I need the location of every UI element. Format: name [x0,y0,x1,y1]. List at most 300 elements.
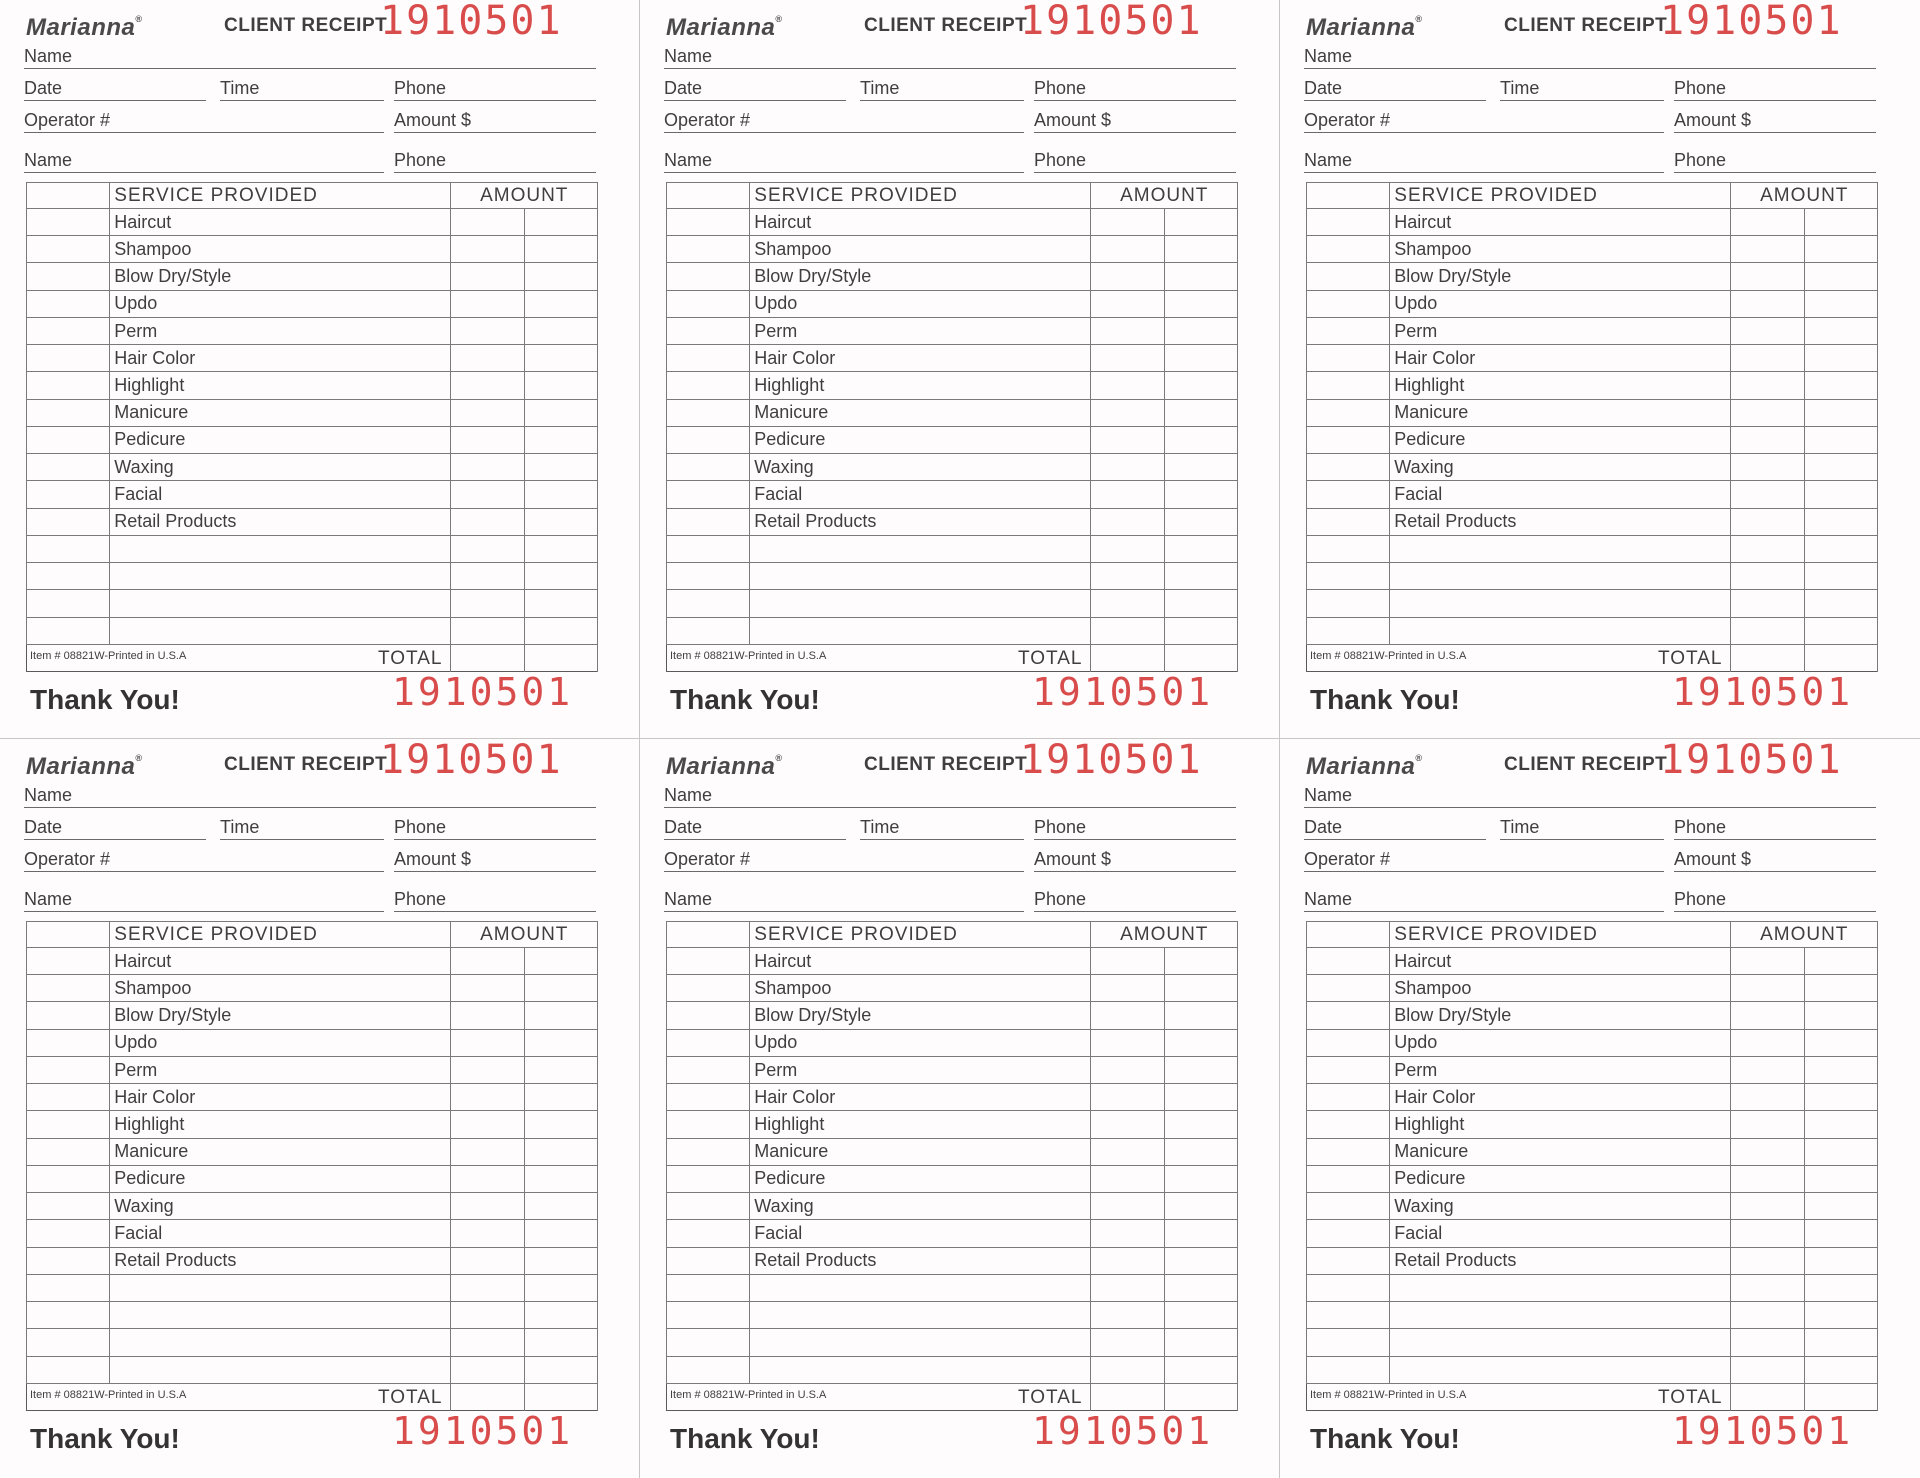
amount-cents-cell[interactable] [1164,590,1237,617]
amount-dollars-cell[interactable] [451,1247,524,1274]
amount-dollars-cell[interactable] [1731,481,1804,508]
amount-dollars-cell[interactable] [451,948,524,975]
service-cell[interactable] [750,1356,1091,1383]
amount-cents-cell[interactable] [1164,1138,1237,1165]
amount-dollars-cell[interactable] [1731,1193,1804,1220]
qty-cell[interactable] [1307,1056,1390,1083]
qty-cell[interactable] [1307,345,1390,372]
service-cell[interactable] [750,617,1091,644]
amount-cents-cell[interactable] [524,1193,597,1220]
amount-dollars-cell[interactable] [1091,1356,1164,1383]
amount-dollars-cell[interactable] [1091,263,1164,290]
amount-dollars-cell[interactable] [451,1274,524,1301]
amount-cents-cell[interactable] [1164,317,1237,344]
qty-cell[interactable] [667,481,750,508]
amount-cents-cell[interactable] [1164,209,1237,236]
amount-cents-cell[interactable] [1164,345,1237,372]
qty-cell[interactable] [667,1274,750,1301]
amount-cents-cell[interactable] [524,263,597,290]
amount-dollars-cell[interactable] [451,508,524,535]
qty-cell[interactable] [667,345,750,372]
phone-field[interactable] [394,817,596,840]
amount-dollars-cell[interactable] [1091,290,1164,317]
date-field[interactable] [664,78,846,101]
qty-cell[interactable] [27,236,110,263]
qty-cell[interactable] [1307,590,1390,617]
qty-cell[interactable] [667,508,750,535]
qty-cell[interactable] [27,345,110,372]
qty-cell[interactable] [667,1356,750,1383]
amount-field[interactable] [1034,110,1236,133]
amount-dollars-cell[interactable] [1731,1111,1804,1138]
amount-dollars-cell[interactable] [1091,1111,1164,1138]
amount-dollars-cell[interactable] [451,236,524,263]
qty-cell[interactable] [27,1002,110,1029]
amount-cents-cell[interactable] [1804,454,1877,481]
amount-cents-cell[interactable] [1164,1302,1237,1329]
qty-cell[interactable] [1307,399,1390,426]
amount-cents-cell[interactable] [1804,209,1877,236]
amount-dollars-cell[interactable] [1091,975,1164,1002]
qty-cell[interactable] [667,1165,750,1192]
qty-cell[interactable] [667,454,750,481]
qty-cell[interactable] [1307,1220,1390,1247]
amount-cents-cell[interactable] [1164,617,1237,644]
amount-dollars-cell[interactable] [1091,317,1164,344]
amount-dollars-cell[interactable] [1091,535,1164,562]
name2-field[interactable] [1304,889,1664,912]
service-cell[interactable] [750,590,1091,617]
qty-cell[interactable] [27,1084,110,1111]
phone2-field[interactable] [1034,150,1236,173]
total-cents-cell[interactable] [1804,1383,1877,1410]
qty-cell[interactable] [667,563,750,590]
qty-cell[interactable] [1307,454,1390,481]
qty-cell[interactable] [1307,1138,1390,1165]
amount-cents-cell[interactable] [524,1084,597,1111]
amount-field[interactable] [1674,849,1876,872]
amount-dollars-cell[interactable] [1731,345,1804,372]
qty-cell[interactable] [1307,1329,1390,1356]
amount-dollars-cell[interactable] [1731,399,1804,426]
amount-cents-cell[interactable] [524,508,597,535]
date-field[interactable] [664,817,846,840]
qty-cell[interactable] [27,508,110,535]
amount-cents-cell[interactable] [524,1165,597,1192]
name-field[interactable] [664,46,1236,69]
amount-dollars-cell[interactable] [1731,372,1804,399]
amount-dollars-cell[interactable] [451,1111,524,1138]
amount-cents-cell[interactable] [524,590,597,617]
service-cell[interactable] [110,617,451,644]
amount-dollars-cell[interactable] [451,617,524,644]
name2-field[interactable] [24,889,384,912]
qty-cell[interactable] [27,1138,110,1165]
amount-cents-cell[interactable] [524,345,597,372]
qty-cell[interactable] [1307,617,1390,644]
qty-cell[interactable] [27,481,110,508]
qty-cell[interactable] [27,535,110,562]
qty-cell[interactable] [667,236,750,263]
amount-dollars-cell[interactable] [1091,426,1164,453]
operator-field[interactable] [664,849,1024,872]
qty-cell[interactable] [27,290,110,317]
amount-cents-cell[interactable] [1804,563,1877,590]
service-cell[interactable] [110,563,451,590]
amount-dollars-cell[interactable] [1731,1138,1804,1165]
total-dollars-cell[interactable] [451,644,524,671]
amount-cents-cell[interactable] [1804,345,1877,372]
amount-dollars-cell[interactable] [1731,317,1804,344]
qty-cell[interactable] [1307,1274,1390,1301]
qty-cell[interactable] [1307,535,1390,562]
qty-cell[interactable] [1307,236,1390,263]
qty-cell[interactable] [27,948,110,975]
amount-cents-cell[interactable] [1804,1193,1877,1220]
amount-cents-cell[interactable] [1164,263,1237,290]
amount-cents-cell[interactable] [1164,535,1237,562]
qty-cell[interactable] [27,1056,110,1083]
phone-field[interactable] [1674,78,1876,101]
service-cell[interactable] [1390,563,1731,590]
qty-cell[interactable] [667,1193,750,1220]
amount-dollars-cell[interactable] [1091,590,1164,617]
amount-dollars-cell[interactable] [451,563,524,590]
qty-cell[interactable] [1307,1029,1390,1056]
amount-cents-cell[interactable] [1804,426,1877,453]
service-cell[interactable] [1390,617,1731,644]
qty-cell[interactable] [27,372,110,399]
amount-dollars-cell[interactable] [1091,1220,1164,1247]
amount-cents-cell[interactable] [1804,535,1877,562]
amount-dollars-cell[interactable] [451,1029,524,1056]
qty-cell[interactable] [667,1138,750,1165]
amount-dollars-cell[interactable] [1731,1029,1804,1056]
amount-dollars-cell[interactable] [451,317,524,344]
amount-dollars-cell[interactable] [1731,1084,1804,1111]
amount-cents-cell[interactable] [524,1029,597,1056]
amount-cents-cell[interactable] [1804,317,1877,344]
amount-dollars-cell[interactable] [451,290,524,317]
service-cell[interactable] [1390,535,1731,562]
amount-cents-cell[interactable] [1164,1056,1237,1083]
phone-field[interactable] [1034,78,1236,101]
amount-dollars-cell[interactable] [451,1220,524,1247]
amount-dollars-cell[interactable] [1731,1274,1804,1301]
amount-dollars-cell[interactable] [451,263,524,290]
amount-dollars-cell[interactable] [1091,1029,1164,1056]
qty-cell[interactable] [27,1247,110,1274]
amount-cents-cell[interactable] [524,209,597,236]
service-cell[interactable] [750,1329,1091,1356]
amount-dollars-cell[interactable] [1091,481,1164,508]
qty-cell[interactable] [1307,263,1390,290]
service-cell[interactable] [110,1274,451,1301]
amount-cents-cell[interactable] [524,399,597,426]
amount-dollars-cell[interactable] [451,426,524,453]
amount-cents-cell[interactable] [1804,1329,1877,1356]
service-cell[interactable] [750,1274,1091,1301]
amount-cents-cell[interactable] [1164,454,1237,481]
amount-cents-cell[interactable] [524,236,597,263]
amount-cents-cell[interactable] [524,1302,597,1329]
amount-cents-cell[interactable] [524,317,597,344]
amount-dollars-cell[interactable] [451,1302,524,1329]
time-field[interactable] [860,78,1024,101]
amount-dollars-cell[interactable] [1731,290,1804,317]
qty-cell[interactable] [667,372,750,399]
qty-cell[interactable] [27,563,110,590]
total-cents-cell[interactable] [1164,1383,1237,1410]
amount-cents-cell[interactable] [1164,563,1237,590]
amount-dollars-cell[interactable] [1731,1329,1804,1356]
time-field[interactable] [220,817,384,840]
qty-cell[interactable] [27,263,110,290]
amount-dollars-cell[interactable] [1731,535,1804,562]
name2-field[interactable] [1304,150,1664,173]
amount-cents-cell[interactable] [1804,1029,1877,1056]
qty-cell[interactable] [27,1029,110,1056]
amount-cents-cell[interactable] [1804,372,1877,399]
amount-cents-cell[interactable] [524,975,597,1002]
total-cents-cell[interactable] [524,644,597,671]
amount-dollars-cell[interactable] [1731,1220,1804,1247]
amount-dollars-cell[interactable] [451,1138,524,1165]
qty-cell[interactable] [667,1220,750,1247]
amount-cents-cell[interactable] [1804,617,1877,644]
amount-dollars-cell[interactable] [1091,1329,1164,1356]
amount-cents-cell[interactable] [1804,290,1877,317]
amount-cents-cell[interactable] [1164,236,1237,263]
amount-cents-cell[interactable] [1164,975,1237,1002]
qty-cell[interactable] [27,1165,110,1192]
service-cell[interactable] [110,1356,451,1383]
amount-cents-cell[interactable] [524,481,597,508]
amount-dollars-cell[interactable] [1731,454,1804,481]
operator-field[interactable] [664,110,1024,133]
amount-cents-cell[interactable] [1164,481,1237,508]
amount-dollars-cell[interactable] [1091,209,1164,236]
total-dollars-cell[interactable] [1091,1383,1164,1410]
amount-cents-cell[interactable] [1164,508,1237,535]
amount-cents-cell[interactable] [1804,1220,1877,1247]
qty-cell[interactable] [667,1002,750,1029]
qty-cell[interactable] [27,975,110,1002]
amount-dollars-cell[interactable] [1091,399,1164,426]
qty-cell[interactable] [1307,1356,1390,1383]
amount-dollars-cell[interactable] [1731,975,1804,1002]
qty-cell[interactable] [667,1029,750,1056]
service-cell[interactable] [1390,1274,1731,1301]
qty-cell[interactable] [1307,1111,1390,1138]
amount-cents-cell[interactable] [524,1247,597,1274]
amount-dollars-cell[interactable] [1091,1002,1164,1029]
amount-cents-cell[interactable] [1164,372,1237,399]
name2-field[interactable] [24,150,384,173]
amount-cents-cell[interactable] [1804,1274,1877,1301]
amount-cents-cell[interactable] [1804,399,1877,426]
amount-cents-cell[interactable] [524,454,597,481]
qty-cell[interactable] [667,1329,750,1356]
amount-dollars-cell[interactable] [1731,209,1804,236]
qty-cell[interactable] [667,426,750,453]
qty-cell[interactable] [667,317,750,344]
amount-dollars-cell[interactable] [451,1329,524,1356]
qty-cell[interactable] [1307,481,1390,508]
amount-cents-cell[interactable] [1804,508,1877,535]
qty-cell[interactable] [27,1274,110,1301]
qty-cell[interactable] [1307,1302,1390,1329]
amount-dollars-cell[interactable] [1091,1193,1164,1220]
qty-cell[interactable] [667,263,750,290]
qty-cell[interactable] [667,1247,750,1274]
amount-dollars-cell[interactable] [451,1356,524,1383]
amount-field[interactable] [394,110,596,133]
amount-dollars-cell[interactable] [1091,1056,1164,1083]
time-field[interactable] [1500,817,1664,840]
qty-cell[interactable] [667,975,750,1002]
amount-dollars-cell[interactable] [451,1056,524,1083]
qty-cell[interactable] [667,1084,750,1111]
date-field[interactable] [24,78,206,101]
amount-dollars-cell[interactable] [1091,236,1164,263]
amount-cents-cell[interactable] [1804,1111,1877,1138]
amount-field[interactable] [394,849,596,872]
amount-cents-cell[interactable] [524,1111,597,1138]
amount-cents-cell[interactable] [1804,1056,1877,1083]
amount-cents-cell[interactable] [524,372,597,399]
amount-cents-cell[interactable] [524,1356,597,1383]
amount-cents-cell[interactable] [524,948,597,975]
phone2-field[interactable] [1034,889,1236,912]
operator-field[interactable] [24,110,384,133]
amount-dollars-cell[interactable] [451,209,524,236]
qty-cell[interactable] [1307,1165,1390,1192]
phone-field[interactable] [1034,817,1236,840]
amount-cents-cell[interactable] [1804,1302,1877,1329]
qty-cell[interactable] [1307,372,1390,399]
total-dollars-cell[interactable] [1731,1383,1804,1410]
amount-cents-cell[interactable] [524,535,597,562]
amount-cents-cell[interactable] [524,426,597,453]
amount-dollars-cell[interactable] [1091,1274,1164,1301]
amount-cents-cell[interactable] [1804,263,1877,290]
amount-dollars-cell[interactable] [1731,1356,1804,1383]
amount-cents-cell[interactable] [1804,1356,1877,1383]
amount-cents-cell[interactable] [1164,948,1237,975]
amount-cents-cell[interactable] [524,563,597,590]
total-dollars-cell[interactable] [1091,644,1164,671]
phone-field[interactable] [394,78,596,101]
operator-field[interactable] [1304,849,1664,872]
amount-cents-cell[interactable] [1804,1084,1877,1111]
amount-cents-cell[interactable] [524,1138,597,1165]
amount-dollars-cell[interactable] [1731,590,1804,617]
time-field[interactable] [220,78,384,101]
amount-dollars-cell[interactable] [1731,1165,1804,1192]
operator-field[interactable] [24,849,384,872]
phone-field[interactable] [1674,817,1876,840]
service-cell[interactable] [110,1329,451,1356]
amount-dollars-cell[interactable] [451,1084,524,1111]
service-cell[interactable] [750,1302,1091,1329]
amount-dollars-cell[interactable] [1731,1056,1804,1083]
qty-cell[interactable] [1307,426,1390,453]
amount-dollars-cell[interactable] [451,454,524,481]
total-dollars-cell[interactable] [1731,644,1804,671]
phone2-field[interactable] [1674,889,1876,912]
qty-cell[interactable] [27,399,110,426]
total-cents-cell[interactable] [1164,644,1237,671]
qty-cell[interactable] [27,426,110,453]
amount-dollars-cell[interactable] [1091,1165,1164,1192]
qty-cell[interactable] [667,617,750,644]
date-field[interactable] [1304,78,1486,101]
qty-cell[interactable] [27,1111,110,1138]
amount-dollars-cell[interactable] [1091,1138,1164,1165]
amount-cents-cell[interactable] [1164,290,1237,317]
amount-dollars-cell[interactable] [1731,563,1804,590]
qty-cell[interactable] [27,617,110,644]
amount-dollars-cell[interactable] [1731,1247,1804,1274]
amount-dollars-cell[interactable] [1091,1084,1164,1111]
service-cell[interactable] [1390,1329,1731,1356]
amount-cents-cell[interactable] [1164,1329,1237,1356]
amount-dollars-cell[interactable] [451,535,524,562]
amount-cents-cell[interactable] [1164,1193,1237,1220]
amount-cents-cell[interactable] [1804,975,1877,1002]
amount-cents-cell[interactable] [1804,481,1877,508]
amount-dollars-cell[interactable] [1731,426,1804,453]
qty-cell[interactable] [27,1193,110,1220]
amount-cents-cell[interactable] [524,1329,597,1356]
qty-cell[interactable] [667,1111,750,1138]
amount-cents-cell[interactable] [1804,590,1877,617]
name-field[interactable] [1304,46,1876,69]
qty-cell[interactable] [1307,1193,1390,1220]
amount-dollars-cell[interactable] [1091,345,1164,372]
amount-dollars-cell[interactable] [1091,372,1164,399]
service-cell[interactable] [1390,1356,1731,1383]
total-cents-cell[interactable] [1804,644,1877,671]
amount-cents-cell[interactable] [1804,1138,1877,1165]
amount-cents-cell[interactable] [524,290,597,317]
qty-cell[interactable] [1307,1002,1390,1029]
time-field[interactable] [1500,78,1664,101]
qty-cell[interactable] [1307,1247,1390,1274]
qty-cell[interactable] [1307,1084,1390,1111]
amount-cents-cell[interactable] [1164,1247,1237,1274]
amount-cents-cell[interactable] [524,617,597,644]
amount-dollars-cell[interactable] [451,975,524,1002]
amount-dollars-cell[interactable] [1091,1247,1164,1274]
amount-cents-cell[interactable] [1804,948,1877,975]
qty-cell[interactable] [27,1356,110,1383]
service-cell[interactable] [750,563,1091,590]
amount-cents-cell[interactable] [1164,1084,1237,1111]
amount-dollars-cell[interactable] [451,1193,524,1220]
qty-cell[interactable] [667,948,750,975]
amount-cents-cell[interactable] [524,1002,597,1029]
qty-cell[interactable] [27,1329,110,1356]
amount-cents-cell[interactable] [1164,1274,1237,1301]
qty-cell[interactable] [667,535,750,562]
amount-dollars-cell[interactable] [1731,948,1804,975]
service-cell[interactable] [750,535,1091,562]
amount-cents-cell[interactable] [524,1220,597,1247]
qty-cell[interactable] [27,454,110,481]
amount-dollars-cell[interactable] [451,1165,524,1192]
